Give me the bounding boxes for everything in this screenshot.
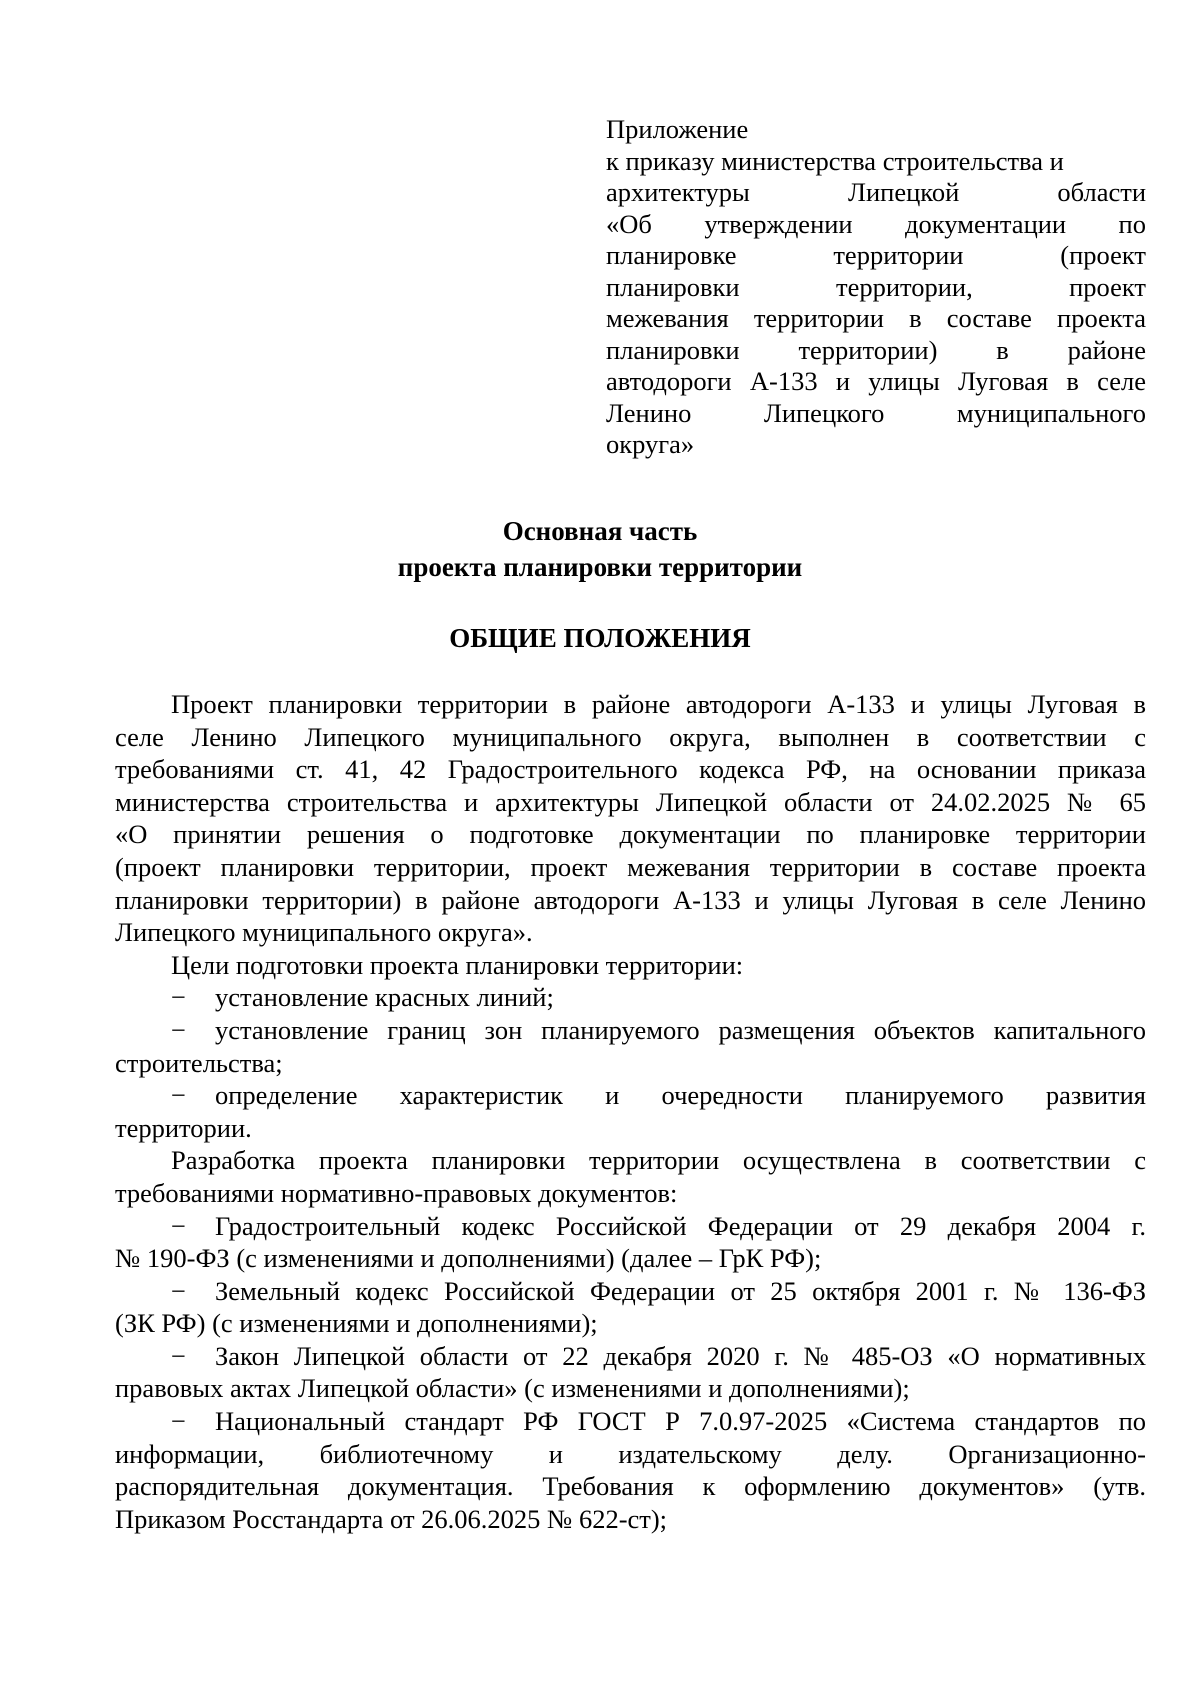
intro-paragraph <box>115 688 1146 949</box>
list-item-text: Земельный кодекс Российской Федерации от 25 октября 2001 г. № 136-ФЗ <box>215 1275 1146 1306</box>
list-item-text: установление красных линий; <box>215 982 554 1013</box>
list-item-text: Национальный стандарт РФ ГОСТ Р 7.0.97-2025 «Система стандартов по <box>215 1406 1146 1437</box>
appendix-line: межевания территории в составе проекта <box>606 303 1146 333</box>
list-item-text: № 190-ФЗ (с изменениями и дополнениями) (далее – ГрК РФ); <box>115 1243 822 1274</box>
appendix-line: планировке территории (проект <box>606 240 1146 270</box>
list-item <box>115 1275 1146 1340</box>
appendix-line: «Об утверждении документации по <box>606 208 1146 239</box>
dash-bullet: − <box>171 1406 186 1437</box>
appendix-line: к приказу министерства строительства и <box>606 145 1064 176</box>
dash-bullet: − <box>171 1080 186 1111</box>
text-line: требованиями ст. 41, 42 Градостроительного кодекса РФ, на основании приказа <box>115 754 1146 785</box>
appendix-line: Ленино Липецкого муниципального <box>606 397 1146 428</box>
list-item-text: территории. <box>115 1112 252 1143</box>
list-item-text: информации, библиотечному и издательскому делу. Организационно- <box>115 1438 1146 1469</box>
text-line: Липецкого муниципального округа». <box>115 917 533 948</box>
dash-bullet: − <box>171 1014 186 1045</box>
document-title <box>0 513 1200 585</box>
dash-bullet: − <box>171 1210 186 1241</box>
text-line: (проект планировки территории, проект межевания территории в составе проекта <box>115 851 1146 882</box>
goals-heading: Цели подготовки проекта планировки территории: <box>171 949 744 980</box>
text-line: «О принятии решения о подготовке документации по планировке территории <box>115 819 1146 850</box>
dash-bullet: − <box>171 1340 186 1371</box>
list-item <box>115 981 1146 1014</box>
title-line-1: Основная часть <box>502 516 698 546</box>
document-body <box>115 688 1146 1535</box>
appendix-line: планировки территории, проект <box>606 271 1146 302</box>
appendix-block <box>606 114 1146 461</box>
dash-bullet: − <box>171 1275 186 1306</box>
section-heading: ОБЩИЕ ПОЛОЖЕНИЯ <box>449 623 751 653</box>
text-line: селе Ленино Липецкого муниципального округа, выполнен в соответствии с <box>115 721 1146 752</box>
appendix-line: автодороги А-133 и улицы Луговая в селе <box>606 366 1146 396</box>
list-item-text: строительства; <box>115 1047 283 1078</box>
list-item <box>115 1340 1146 1405</box>
appendix-line: Приложение <box>606 114 749 144</box>
list-item-text: определение характеристик и очередности планируемого развития <box>215 1080 1146 1111</box>
appendix-line: округа» <box>606 429 695 459</box>
list-item <box>115 1405 1146 1535</box>
list-item-text: Приказом Росстандарта от 26.06.2025 № 622-ст); <box>115 1503 668 1534</box>
appendix-line: планировки территории) в районе <box>606 334 1146 365</box>
list-item <box>115 1079 1146 1144</box>
appendix-line: архитектуры Липецкой области <box>606 177 1146 207</box>
list-item <box>115 1210 1146 1275</box>
dash-bullet: − <box>171 982 186 1013</box>
list-item-text: распорядительная документация. Требования к оформлению документов» (утв. <box>115 1471 1146 1502</box>
text-line: министерства строительства и архитектуры Липецкой области от 24.02.2025 № 65 <box>115 786 1146 817</box>
title-line-2: проекта планировки территории <box>397 552 803 582</box>
list-item-text: Градостроительный кодекс Российской Федерации от 29 декабря 2004 г. <box>215 1210 1146 1241</box>
list-item <box>115 1014 1146 1079</box>
list-item-text: (ЗК РФ) (с изменениями и дополнениями); <box>115 1308 598 1339</box>
docs-intro <box>115 1144 1146 1209</box>
list-item-text: правовых актах Липецкой области» (с изменениями и дополнениями); <box>115 1373 910 1404</box>
text-line: Разработка проекта планировки территории осуществлена в соответствии с <box>171 1145 1146 1176</box>
list-item-text: Закон Липецкой области от 22 декабря 2020 г. № 485-ОЗ «О нормативных <box>215 1340 1146 1371</box>
text-line: требованиями нормативно-правовых документов: <box>115 1177 678 1208</box>
text-line: планировки территории) в районе автодороги А-133 и улицы Луговая в селе Ленино <box>115 884 1146 915</box>
list-item-text: установление границ зон планируемого размещения объектов капитального <box>215 1014 1146 1045</box>
text-line: Проект планировки территории в районе автодороги А-133 и улицы Луговая в <box>171 689 1146 719</box>
